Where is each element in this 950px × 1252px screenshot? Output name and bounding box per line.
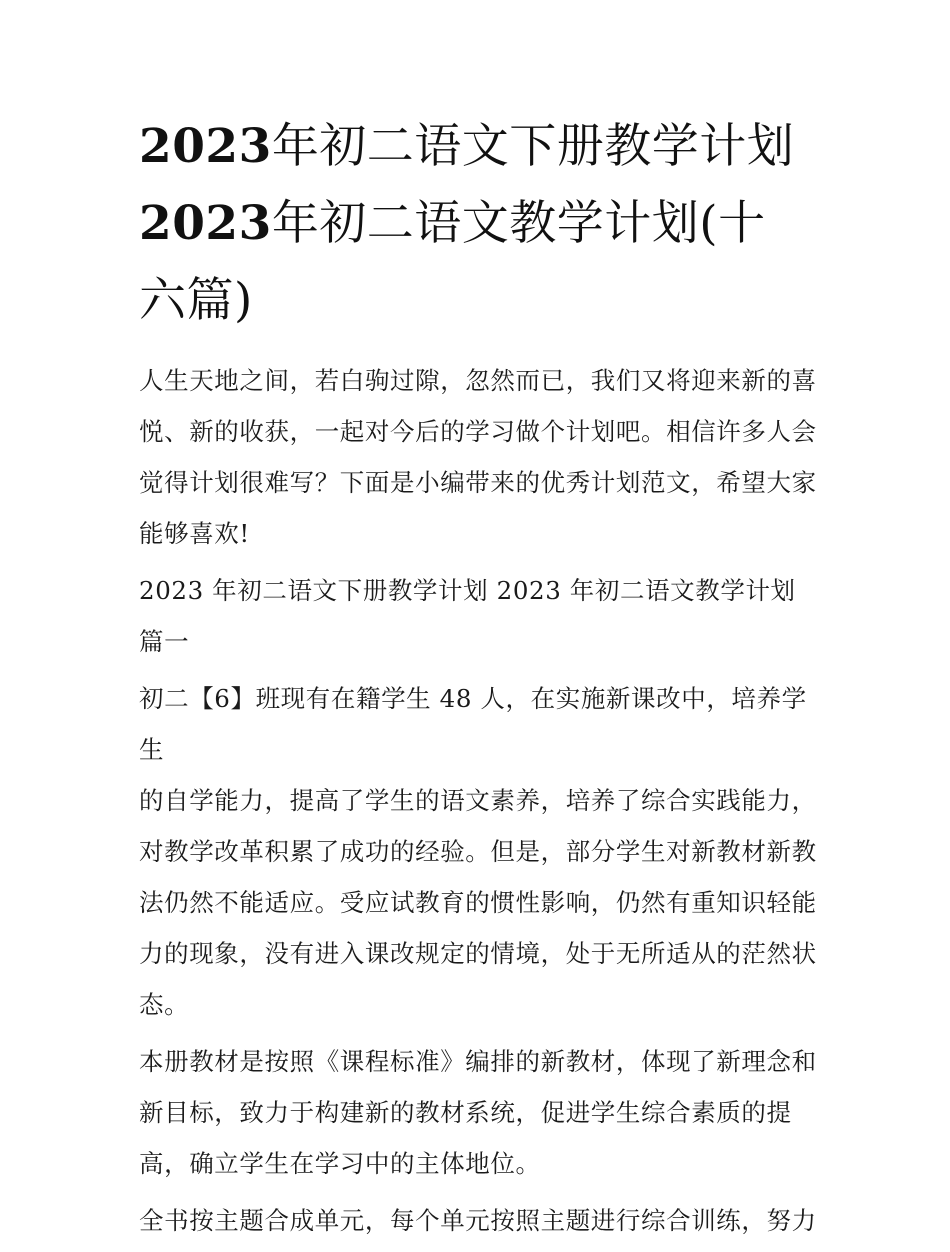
paragraph-line: 觉得计划很难写？下面是小编带来的优秀计划范文，希望大家 [139,468,817,497]
document-title [139,108,819,339]
paragraph-section-heading [139,565,819,667]
paragraph-line: 对教学改革积累了成功的经验。但是，部分学生对新教材新教 [139,837,817,866]
paragraph-line: 高，确立学生在学习中的主体地位。 [139,1149,541,1178]
paragraph-line: 态。 [139,990,190,1019]
title-year-2: 2023 [139,196,272,251]
paragraph-intro [139,355,819,559]
paragraph-class-situation [139,673,819,1030]
paragraph-line: 新目标，致力于构建新的教材系统，促进学生综合素质的提 [139,1098,792,1127]
title-text-3: 六篇) [139,273,253,328]
paragraph-line: 初二【6】班现有在籍学生 48 人，在实施新课改中，培养学生 [139,684,807,764]
paragraph-line: 2023 年初二语文下册教学计划 2023 年初二语文教学计划篇一 [139,576,796,656]
paragraph-line: 人生天地之间，若白驹过隙，忽然而已，我们又将迎来新的喜 [139,366,817,395]
paragraph-textbook [139,1036,819,1189]
paragraph-line: 的自学能力，提高了学生的语文素养，培养了综合实践能力， [139,786,817,815]
title-text-1: 年初二语文下册教学计划 [271,119,795,174]
paragraph-line: 本册教材是按照《课程标准》编排的新教材，体现了新理念和 [139,1047,817,1076]
document-content [139,108,819,1252]
paragraph-line: 能够喜欢! [139,519,250,548]
paragraph-structure [139,1195,819,1246]
paragraph-line: 悦、新的收获，一起对今后的学习做个计划吧。相信许多人会 [139,417,817,446]
paragraph-line: 法仍然不能适应。受应试教育的惯性影响，仍然有重知识轻能 [139,888,817,917]
paragraph-line: 力的现象，没有进入课改规定的情境，处于无所适从的茫然状 [139,939,817,968]
paragraph-line: 全书按主题合成单元，每个单元按照主题进行综合训练，努力 [139,1206,817,1235]
title-text-2: 年初二语文教学计划(十 [271,196,766,251]
title-year-1: 2023 [139,119,272,174]
